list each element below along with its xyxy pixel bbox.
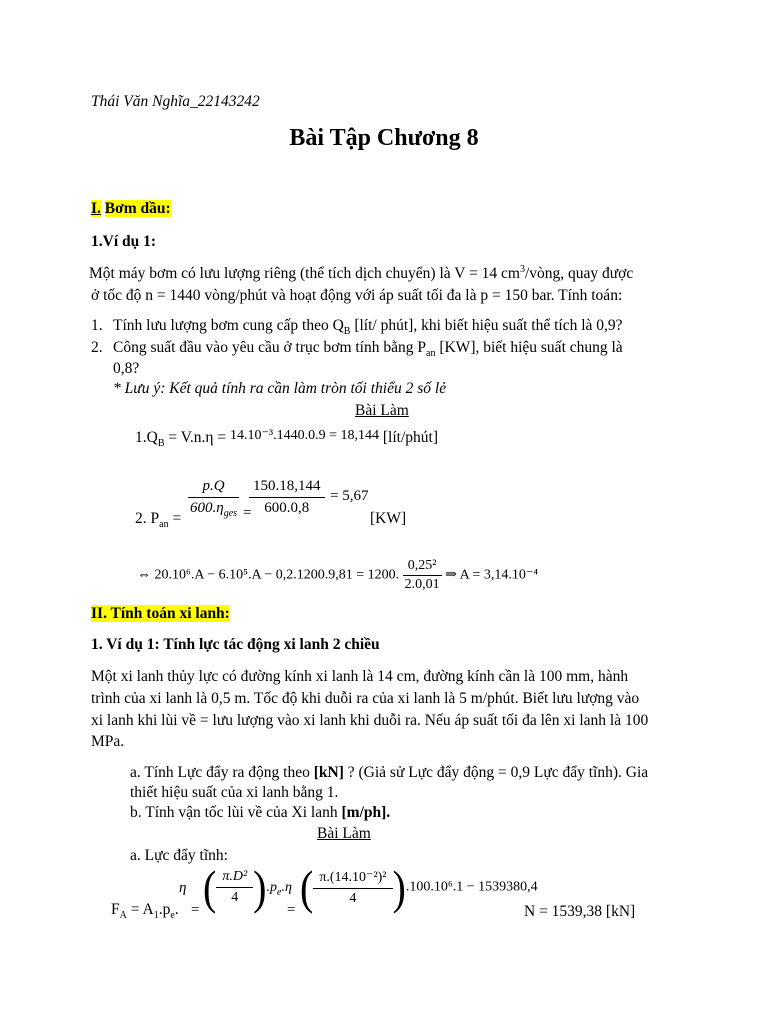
cylinder-problem-line-2: trình của xi lanh là 0,5 m. Tốc độ khi duỗi ra của xi lanh là 5 m/phút. Biết lưu lượng vào [91,690,640,707]
equation-2-fraction-1: $\frac{p.Q}{600.\eta_{ges}}$ [190,478,238,519]
equation-3: ⇔ 20.10⁶.A − 6.10⁵.A − 0,2.1200.9,81 = 1200. $\frac{\text{0,25²}}{2.0,01}$ ⇒ A = 3,14.10⁻⁴ [137,558,539,592]
equation-1: $1.Q_B = V.n.\eta = 14.10^{-3}.1440.0.9 = 18,144$ [lít/phút] [135,428,438,450]
force-result: N = 1539,38 [kN] [524,903,636,920]
question-b: b. Tính vận tốc lùi về của Xi lanh [m/ph]. [130,804,391,821]
solution-label-1: Bài Làm [355,402,409,419]
equation-2-lhs: 2. $P_{an}$ = [135,510,182,531]
cylinder-problem-line-1: Một xi lanh thủy lực có đường kính xi lanh là 14 cm, đường kính cần là 100 mm, hành [91,668,629,685]
force-fraction-1: ( $\frac{\text{π.D²}}{4}$ )$.p_e.\eta$ [203,860,292,915]
section-1-number: I. [91,200,101,217]
cylinder-problem-line-3: xi lanh khi lùi về = lưu lượng vào xi lanh khi duỗi ra. Nếu áp suất tối đa lên xi lanh là 100 [91,712,649,729]
problem-line-1: Một máy bơm có lưu lượng riêng (thể tích dịch chuyển) là V = 14 $cm^3$/vòng, quay được [89,263,634,282]
equation-2-equals: = [243,505,252,521]
force-equation-lhs: $F_A = A_1.p_e$. [111,901,179,922]
rounding-note: * Lưu ý: Kết quả tính ra cần làm tròn tối thiểu 2 số lẻ [113,380,447,397]
force-equals-2: = [287,902,296,918]
question-1: 1. Tính lưu lượng bơm cung cấp theo $Q_B$ [lít/ phút], khi biết hiệu suất thể tích là 0,9? [91,317,623,338]
section-2-heading: II. Tính toán xi lanh: [91,605,230,622]
section-1-name: Bơm dầu: [104,200,171,217]
example-1-label: 1.Ví dụ 1: [91,233,157,250]
cylinder-problem-line-4: MPa. [91,733,125,750]
force-equals-1: = [191,902,200,918]
equation-2-fraction-2: $\frac{150.18,144}{600.0,8}$ [249,478,325,517]
force-fraction-2: ( $\frac{\text{π.(14.10⁻²)²}}{4}$ ).100.10⁶.1 − 1539380,4 [300,860,538,915]
solution-label-2: Bài Làm [317,825,371,842]
section-1-heading [91,200,171,218]
question-2: 2. Công suất đầu vào yêu cầu ở trục bơm tính bằng $P_{an}$ [KW], biết hiệu suất chung là [91,339,623,360]
example-2-label: 1. Ví dụ 1: Tính lực tác động xi lanh 2 chiều [91,636,380,653]
equation-2-result: = 5,67 [330,488,369,504]
question-2-cont: 0,8? [113,360,140,377]
problem-line-2: ở tốc độ n = 1440 vòng/phút và hoạt động với áp suất tối đa là p = 150 bar. Tính toán: [91,287,623,304]
author-name: Thái Văn Nghĩa_22143242 [91,93,260,110]
eta-symbol: η [179,880,187,896]
page-title: Bài Tập Chương 8 [289,125,479,151]
static-force-label: a. Lực đẩy tĩnh: [130,847,228,864]
question-a-cont: thiết hiệu suất của xi lanh bằng 1. [130,784,339,801]
question-a: a. Tính Lực đẩy ra động theo [kN] ? (Giả sử Lực đẩy động = 0,9 Lực đẩy tĩnh). Gia [130,764,649,781]
equation-2-unit: [KW] [370,510,407,527]
